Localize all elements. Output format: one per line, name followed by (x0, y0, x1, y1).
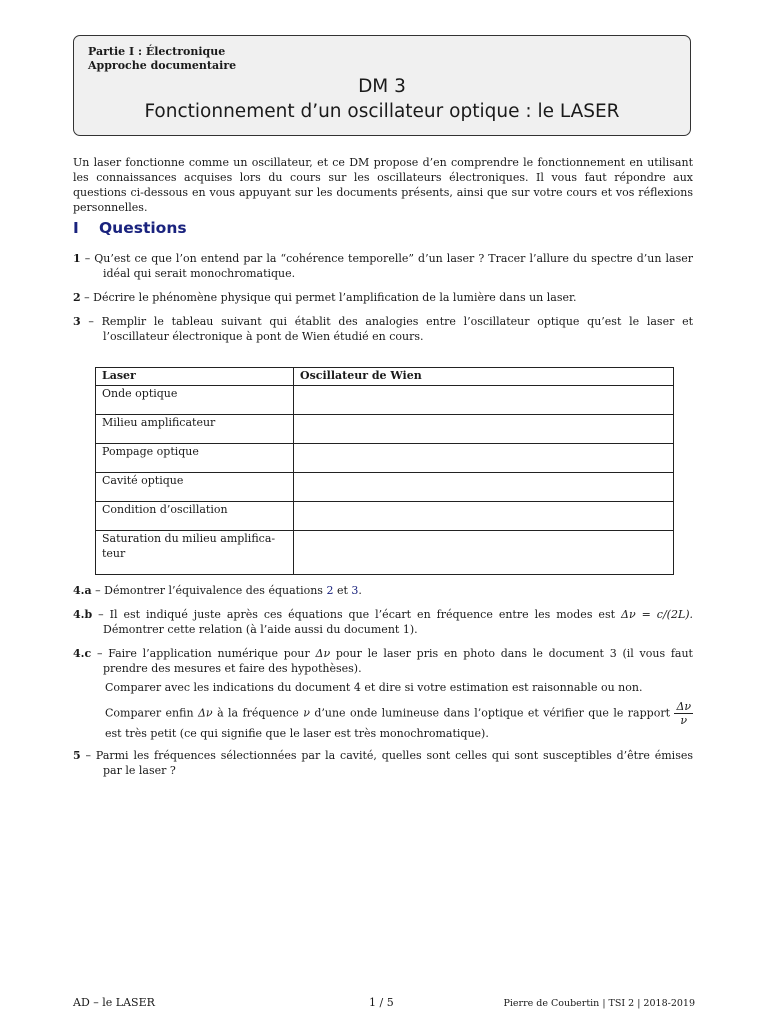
intro-paragraph: Un laser fonctionne comme un oscillateur, et ce DM propose d’en comprendre le fonctionnement en utilisant les connaissances acquises lors du cours sur les oscillateurs électroniques. Il vous faut répondre aux questions ci-dessous en vous appuyant sur les documents présents, ainsi que sur votre cours et vos réflexions personnelles. (73, 156, 693, 214)
question-number: 4.a (73, 584, 92, 597)
column-header: Oscillateur de Wien (294, 368, 674, 386)
footer-left: AD – le LASER (73, 996, 155, 1009)
section-heading (73, 218, 187, 239)
question-dash: – (88, 315, 94, 328)
fraction-denominator: ν (680, 713, 688, 727)
table-cell-wien[interactable] (294, 443, 674, 472)
symbol: Δν (315, 647, 331, 660)
table-row (96, 472, 674, 501)
question-text: et (336, 584, 348, 597)
header-meta (88, 45, 236, 73)
table-cell-wien[interactable] (294, 385, 674, 414)
subpart-label: Approche documentaire (88, 59, 237, 72)
question-text: Démontrer l’équivalence des équations (104, 584, 323, 597)
section-number: I (73, 219, 79, 237)
footer-right: Pierre de Coubertin | TSI 2 | 2018-2019 (503, 998, 695, 1009)
table-cell-laser: Onde optique (96, 385, 294, 414)
question-dash: – (96, 647, 103, 660)
ratio-fraction (674, 700, 693, 727)
question-text: Parmi les fréquences sélectionnées par la cavité, quelles sont celles qui sont susceptibles d’être émises par le laser ? (95, 749, 693, 777)
title-line-1: DM 3 (358, 76, 406, 97)
table-row (96, 501, 674, 530)
document-title (74, 74, 690, 124)
question-3 (73, 315, 693, 345)
equation-link-3[interactable]: 3 (351, 584, 359, 597)
table-cell-laser: Condition d’oscillation (96, 501, 294, 530)
table-row (96, 530, 674, 574)
question-text: Faire l’application numérique pour (108, 647, 310, 660)
table-header-row (96, 368, 674, 386)
question-1 (73, 252, 693, 282)
table-cell-wien[interactable] (294, 472, 674, 501)
question-number: 4.b (73, 608, 93, 621)
document-header (73, 35, 691, 136)
table-cell-wien[interactable] (294, 414, 674, 443)
table-row (96, 443, 674, 472)
equation-link-2[interactable]: 2 (326, 584, 334, 597)
question-text: Démontrer cette relation (à l’aide aussi du document 1). (103, 622, 418, 636)
formula: Δν = c/(2L). (621, 608, 694, 621)
table-cell-wien[interactable] (294, 530, 674, 574)
question-4a (73, 584, 693, 599)
question-dash: – (95, 584, 101, 597)
question-number: 5 (73, 749, 81, 762)
symbol: Δν (197, 706, 213, 720)
analogy-table (95, 367, 674, 575)
title-line-2: Fonctionnement d’un oscillateur optique : le LASER (144, 101, 620, 122)
symbol: ν (303, 706, 310, 720)
question-text: pour le laser pris en photo dans le document 3 (il vous faut prendre des mesures et faire des hypothèses). (103, 647, 693, 675)
question-text: est très petit (ce qui signifie que le laser est très monochromatique). (105, 726, 489, 740)
question-2 (73, 291, 693, 306)
table-row (96, 414, 674, 443)
table-row (96, 385, 674, 414)
question-5 (73, 749, 693, 779)
question-text: Remplir le tableau suivant qui établit des analogies entre l’oscillateur optique qu’est le laser et l’oscillateur électronique à pont de Wien étudié en cours. (101, 315, 693, 343)
question-number: 3 (73, 315, 81, 328)
question-number: 4.c (73, 647, 92, 660)
question-dash: – (84, 252, 91, 265)
question-dash: – (85, 749, 92, 762)
table-cell-laser: Pompage optique (96, 443, 294, 472)
question-text: Il est indiqué juste après ces équations que l’écart en fréquence entre les modes est (109, 608, 616, 621)
question-dash: – (84, 291, 90, 304)
column-header: Laser (96, 368, 294, 386)
question-text: à la fréquence (217, 706, 299, 720)
part-label: Partie I : Électronique (88, 45, 226, 58)
question-text: Décrire le phénomène physique qui permet l’amplification de la lumière dans un laser. (93, 291, 577, 304)
table-cell-laser: Milieu amplificateur (96, 414, 294, 443)
question-dash: – (98, 608, 104, 621)
question-text: . (358, 584, 362, 597)
page-number: 1 / 5 (369, 996, 394, 1009)
question-number: 1 (73, 252, 81, 265)
table-cell-laser: Saturation du milieu amplifica-teur (96, 530, 294, 574)
question-4c (73, 647, 693, 742)
question-text: Qu’est ce que l’on entend par la “cohérence temporelle” d’un laser ? Tracer l’allure du spectre d’un laser idéal qui serait monochromatique. (94, 252, 693, 280)
table-cell-wien[interactable] (294, 501, 674, 530)
section-title: Questions (99, 219, 187, 237)
question-paragraph (73, 700, 693, 742)
table-cell-laser: Cavité optique (96, 472, 294, 501)
question-text: Comparer enfin (105, 706, 194, 720)
question-text: d’une onde lumineuse dans l’optique et vérifier que le rapport (314, 706, 670, 720)
question-number: 2 (73, 291, 81, 304)
question-paragraph: Comparer avec les indications du document 4 et dire si votre estimation est raisonnable ou non. (105, 680, 643, 694)
question-4b (73, 608, 693, 638)
fraction-numerator: Δν (676, 699, 692, 713)
